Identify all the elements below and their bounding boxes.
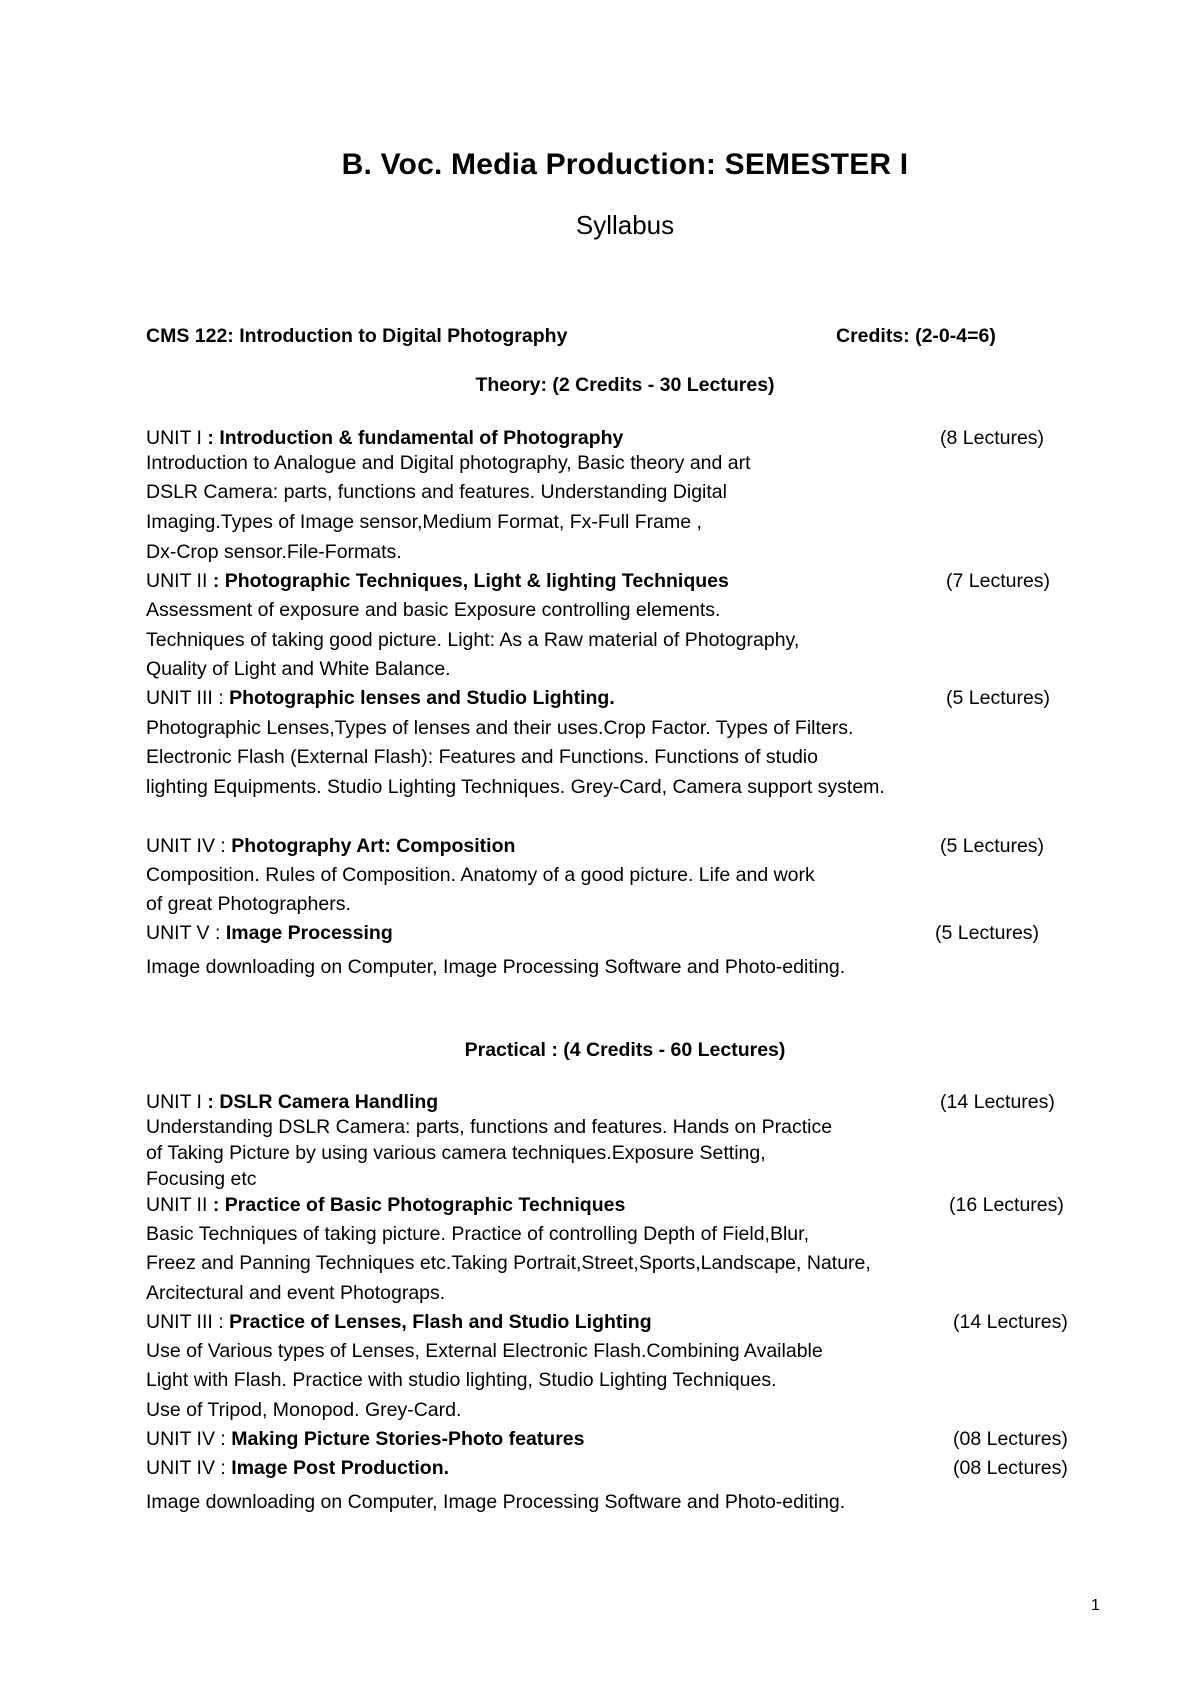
unit-lectures: (5 Lectures) bbox=[935, 922, 1040, 944]
unit-prefix: UNIT I bbox=[146, 1091, 208, 1113]
theory-unit-3-header bbox=[146, 686, 1086, 710]
practical-unit-1-header bbox=[146, 1090, 1086, 1114]
page-title: B. Voc. Media Production: SEMESTER I bbox=[341, 148, 909, 181]
unit-prefix: UNIT III : bbox=[146, 687, 230, 709]
theory-unit-1-line: Imaging.Types of Image sensor,Medium Format, Fx-Full Frame , bbox=[146, 511, 702, 533]
unit-lectures: (08 Lectures) bbox=[953, 1428, 1068, 1450]
theory-unit-1-line: Dx-Crop sensor.File-Formats. bbox=[146, 541, 402, 563]
practical-unit-2-line: Basic Techniques of taking picture. Practice of controlling Depth of Field,Blur, bbox=[146, 1223, 809, 1245]
course-code-title: CMS 122: Introduction to Digital Photography bbox=[146, 325, 568, 347]
practical-unit-1-line: Understanding DSLR Camera: parts, functions and features. Hands on Practice bbox=[146, 1116, 833, 1138]
practical-unit-3-line: Light with Flash. Practice with studio lighting, Studio Lighting Techniques. bbox=[146, 1369, 777, 1391]
unit-name: : Photographic Techniques, Light & lighting Techniques bbox=[212, 570, 729, 592]
practical-unit-4-header bbox=[146, 1427, 1086, 1451]
unit-lectures: (16 Lectures) bbox=[949, 1194, 1064, 1216]
course-credits: Credits: (2-0-4=6) bbox=[836, 325, 996, 347]
unit-lectures: (7 Lectures) bbox=[946, 570, 1051, 592]
course-header bbox=[146, 325, 1021, 348]
practical-unit-2-line: Arcitectural and event Photograps. bbox=[146, 1282, 446, 1304]
unit-name: Photography Art: Composition bbox=[231, 835, 516, 857]
practical-unit-5-line: Image downloading on Computer, Image Processing Software and Photo-editing. bbox=[146, 1491, 846, 1513]
unit-name: : Introduction & fundamental of Photography bbox=[207, 427, 624, 449]
theory-unit-1-line: DSLR Camera: parts, functions and features. Understanding Digital bbox=[146, 481, 727, 503]
page-number: 1 bbox=[1091, 1597, 1100, 1614]
practical-unit-1-line: of Taking Picture by using various camera techniques.Exposure Setting, bbox=[146, 1142, 766, 1164]
theory-unit-3-line: lighting Equipments. Studio Lighting Techniques. Grey-Card, Camera support system. bbox=[146, 776, 885, 798]
practical-unit-3-line: Use of Tripod, Monopod. Grey-Card. bbox=[146, 1399, 462, 1421]
unit-name: : Practice of Basic Photographic Techniques bbox=[212, 1194, 626, 1216]
theory-unit-1-header bbox=[146, 426, 1086, 450]
theory-unit-2-line: Assessment of exposure and basic Exposure controlling elements. bbox=[146, 599, 721, 621]
unit-name: Practice of Lenses, Flash and Studio Lighting bbox=[229, 1311, 652, 1333]
practical-heading: Practical : (4 Credits - 60 Lectures) bbox=[464, 1039, 786, 1061]
theory-unit-3-line: Electronic Flash (External Flash): Features and Functions. Functions of studio bbox=[146, 746, 818, 768]
practical-unit-3-line: Use of Various types of Lenses, External Electronic Flash.Combining Available bbox=[146, 1340, 823, 1362]
unit-prefix: UNIT II bbox=[146, 1194, 213, 1216]
theory-unit-4-header bbox=[146, 834, 1086, 858]
unit-lectures: (5 Lectures) bbox=[946, 687, 1051, 709]
unit-prefix: UNIT IV : bbox=[146, 1457, 232, 1479]
theory-unit-1-line: Introduction to Analogue and Digital photography, Basic theory and art bbox=[146, 452, 751, 474]
practical-unit-1-line: Focusing etc bbox=[146, 1168, 257, 1190]
unit-prefix: UNIT III : bbox=[146, 1311, 230, 1333]
unit-prefix: UNIT IV : bbox=[146, 1428, 232, 1450]
theory-unit-3-line: Photographic Lenses,Types of lenses and their uses.Crop Factor. Types of Filters. bbox=[146, 717, 854, 739]
unit-prefix: UNIT II bbox=[146, 570, 213, 592]
practical-unit-3-header bbox=[146, 1310, 1086, 1334]
practical-unit-2-header bbox=[146, 1193, 1086, 1217]
unit-name: Photographic lenses and Studio Lighting. bbox=[229, 687, 615, 709]
unit-prefix: UNIT V : bbox=[146, 922, 226, 944]
theory-unit-5-header bbox=[146, 921, 1086, 945]
theory-heading: Theory: (2 Credits - 30 Lectures) bbox=[475, 374, 775, 396]
theory-unit-2-line: Quality of Light and White Balance. bbox=[146, 658, 451, 680]
unit-lectures: (5 Lectures) bbox=[940, 835, 1045, 857]
unit-name: Making Picture Stories-Photo features bbox=[231, 1428, 585, 1450]
unit-name: : DSLR Camera Handling bbox=[207, 1091, 439, 1113]
theory-unit-2-header bbox=[146, 569, 1086, 593]
theory-unit-2-line: Techniques of taking good picture. Light: As a Raw material of Photography, bbox=[146, 629, 800, 651]
theory-unit-4-line: of great Photographers. bbox=[146, 893, 351, 915]
unit-name: Image Post Production. bbox=[231, 1457, 450, 1479]
unit-name: Image Processing bbox=[225, 922, 393, 944]
unit-lectures: (8 Lectures) bbox=[940, 427, 1045, 449]
unit-lectures: (14 Lectures) bbox=[953, 1311, 1068, 1333]
unit-prefix: UNIT I bbox=[146, 427, 208, 449]
practical-unit-2-line: Freez and Panning Techniques etc.Taking Portrait,Street,Sports,Landscape, Nature, bbox=[146, 1252, 871, 1274]
unit-lectures: (14 Lectures) bbox=[940, 1091, 1055, 1113]
page-subtitle: Syllabus bbox=[575, 210, 675, 240]
theory-unit-4-line: Composition. Rules of Composition. Anatomy of a good picture. Life and work bbox=[146, 864, 815, 886]
practical-unit-5-header bbox=[146, 1456, 1086, 1480]
unit-lectures: (08 Lectures) bbox=[953, 1457, 1068, 1479]
unit-prefix: UNIT IV : bbox=[146, 835, 232, 857]
theory-unit-5-line: Image downloading on Computer, Image Processing Software and Photo-editing. bbox=[146, 956, 846, 978]
